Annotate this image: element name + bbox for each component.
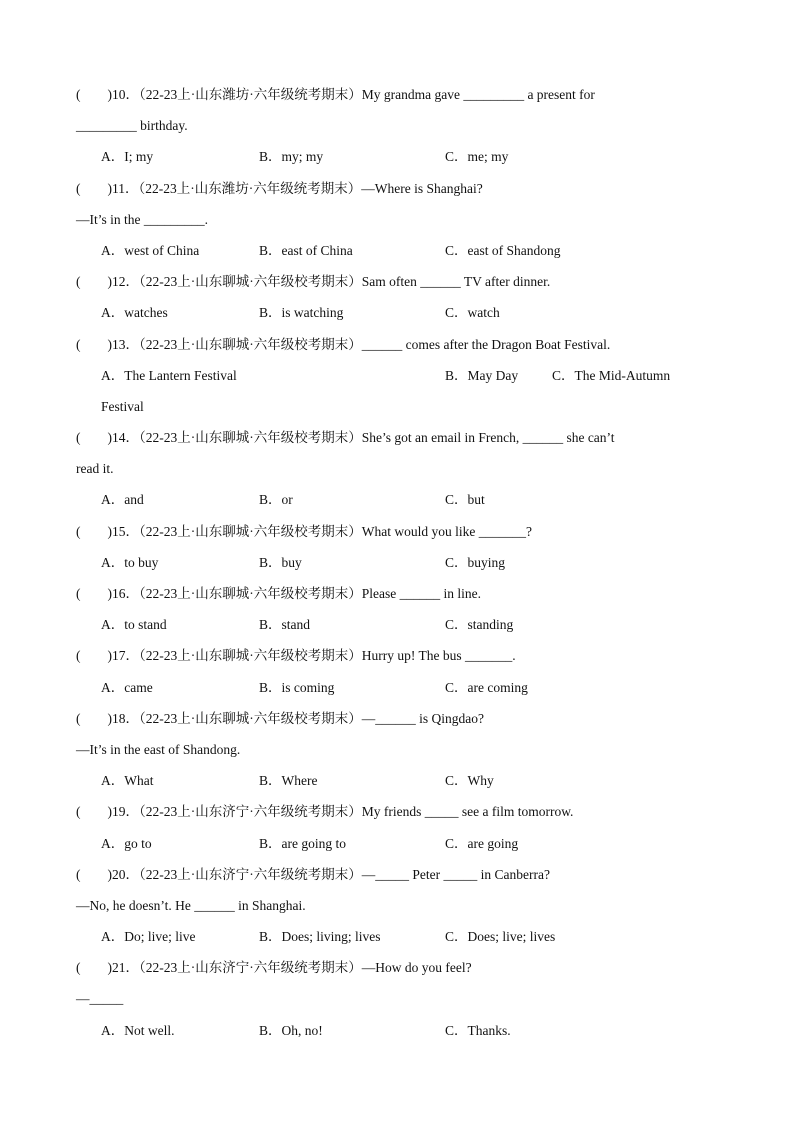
option-c[interactable]: C．me; my: [445, 149, 509, 165]
options-row: [76, 360, 720, 391]
option-c[interactable]: C．are coming: [445, 679, 528, 695]
question-stem: ( )18．（22-23上·山东聊城·六年级校考期末）—______ is Qingdao?: [76, 710, 484, 726]
options-row: [76, 921, 720, 952]
option-b[interactable]: B．Oh, no!: [259, 1022, 323, 1038]
option-c[interactable]: C．but: [445, 492, 485, 508]
option-b[interactable]: B．or: [259, 492, 293, 508]
option-a[interactable]: A．go to: [101, 835, 152, 851]
option-c[interactable]: C．Thanks.: [445, 1022, 511, 1038]
question-stem: ( )14．（22-23上·山东聊城·六年级校考期末）She’s got an email in French, ______ she can’t: [76, 430, 615, 446]
option-b[interactable]: B．Where: [259, 773, 318, 789]
option-a[interactable]: A．came: [101, 679, 153, 695]
option-b[interactable]: B．are going to: [259, 835, 346, 851]
option-b[interactable]: B．east of China: [259, 242, 353, 258]
options-row: [76, 609, 720, 640]
option-b[interactable]: B．is watching: [259, 305, 344, 321]
question-stem: ( )12．（22-23上·山东聊城·六年级校考期末）Sam often ______ TV after dinner.: [76, 274, 551, 290]
options-row: [76, 484, 720, 515]
option-a[interactable]: A．to stand: [101, 617, 167, 633]
option-a[interactable]: A．The Lantern Festival: [101, 367, 237, 383]
option-a[interactable]: A．What: [101, 773, 154, 789]
question-stem: ( )19．（22-23上·山东济宁·六年级统考期末）My friends _____ see a film tomorrow.: [76, 804, 574, 820]
question-stem: ( )10．（22-23上·山东潍坊·六年级统考期末）My grandma gave _________ a present for: [76, 87, 595, 102]
question-continuation: _________ birthday.: [76, 118, 188, 134]
question-continuation: —No, he doesn’t. He ______ in Shanghai.: [76, 897, 306, 913]
options-row: [76, 297, 720, 328]
option-c[interactable]: C．standing: [445, 617, 514, 633]
option-b[interactable]: B．Does; living; lives: [259, 929, 381, 945]
question-continuation: —It’s in the _________.: [76, 211, 208, 227]
option-c[interactable]: C．Why: [445, 773, 494, 789]
options-row: [76, 828, 720, 859]
option-c[interactable]: C．buying: [445, 554, 506, 570]
options-row: [76, 141, 720, 172]
options-row: [76, 235, 720, 266]
option-c[interactable]: C．east of Shandong: [445, 242, 561, 258]
option-c[interactable]: C．are going: [445, 835, 519, 851]
question-sheet: [76, 79, 720, 1046]
option-a[interactable]: A．I; my: [101, 149, 154, 165]
option-b[interactable]: B．stand: [259, 617, 311, 633]
option-a[interactable]: A．Do; live; live: [101, 929, 196, 945]
option-b[interactable]: B．buy: [259, 554, 302, 570]
question-stem: ( )20．（22-23上·山东济宁·六年级统考期末）—_____ Peter _____ in Canberra?: [76, 866, 550, 882]
option-b[interactable]: B．my; my: [259, 149, 324, 165]
option-b[interactable]: B．May Day: [445, 367, 519, 383]
question-stem: ( )11．（22-23上·山东潍坊·六年级统考期末）—Where is Shanghai?: [76, 180, 483, 196]
options-row: [76, 672, 720, 703]
question-continuation: —It’s in the east of Shandong.: [76, 741, 241, 757]
question-continuation: read it.: [76, 461, 114, 477]
question-stem: ( )15．（22-23上·山东聊城·六年级校考期末）What would you like _______?: [76, 523, 532, 539]
options-row: [76, 765, 720, 796]
question-stem: ( )21．（22-23上·山东济宁·六年级统考期末）—How do you feel?: [76, 960, 472, 976]
option-b[interactable]: B．is coming: [259, 679, 335, 695]
question-stem: ( )17．（22-23上·山东聊城·六年级校考期末）Hurry up! The bus _______.: [76, 648, 516, 664]
question-stem: ( )13．（22-23上·山东聊城·六年级校考期末）______ comes after the Dragon Boat Festival.: [76, 336, 611, 352]
option-a[interactable]: A．watches: [101, 305, 168, 321]
option-a[interactable]: A．Not well.: [101, 1022, 175, 1038]
option-c[interactable]: C．The Mid-Autumn: [552, 367, 671, 383]
option-c[interactable]: C．watch: [445, 305, 500, 321]
option-a[interactable]: A．to buy: [101, 554, 159, 570]
option-a[interactable]: A．and: [101, 492, 144, 508]
option-a[interactable]: A．west of China: [101, 242, 200, 258]
options-row: [76, 1015, 720, 1046]
question-stem: ( )16．（22-23上·山东聊城·六年级校考期末）Please ______ in line.: [76, 586, 481, 601]
options-row: [76, 547, 720, 578]
option-c[interactable]: C．Does; live; lives: [445, 929, 556, 945]
option-wrap: Festival: [101, 398, 144, 414]
question-continuation: —_____: [76, 991, 124, 1007]
